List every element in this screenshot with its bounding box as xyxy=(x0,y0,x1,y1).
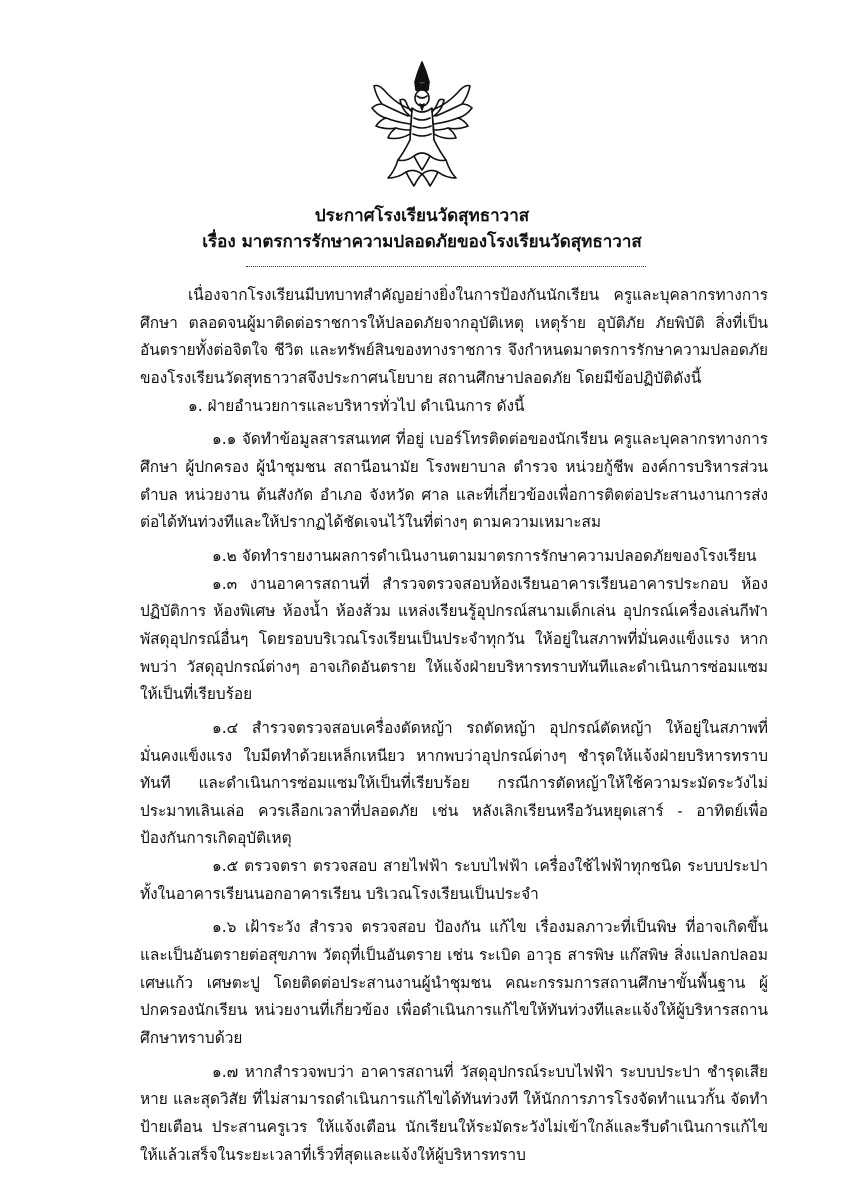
paragraph-1-3: ๑.๓ งานอาคารสถานที่ สำรวจตรวจสอบห้องเรียนอาคารเรียนอาคารประกอบ ห้องปฏิบัติการ ห้องพิเศษ ห้องน้ำ ห้องส้วม แหล่งเรียนรู้อุปกรณ์สนามเด็กเล่น อุปกรณ์เครื่องเล่นกีฬา พัสดุอุปกรณ์อื่นๆ โดยรอบบริเวณโรงเรียนเป็นประจำทุกวัน ให้อยู่ในสภาพที่มั่นคงแข็งแรง หากพบว่า วัสดุอุปกรณ์ต่างๆ อาจเกิดอันตราย ให้แจ้งฝ่ายบริหารทราบทันทีและดำเนินการซ่อมแซมให้เป็นที่เรียบร้อย xyxy=(140,574,768,704)
paragraph-1-2: ๑.๒ จัดทำรายงานผลการดำเนินงานตามมาตรการรักษาความปลอดภัยของโรงเรียน xyxy=(212,546,757,565)
paragraph-1-6: ๑.๖ เฝ้าระวัง สำรวจ ตรวจสอบ ป้องกัน แก้ไข เรื่องมลภาวะที่เป็นพิษ ที่อาจเกิดขึ้นและเป็นอันตรายต่อสุขภาพ วัตถุที่เป็นอันตราย เช่น ระเบิด อาวุธ สารพิษ แก๊สพิษ สิ่งแปลกปลอม เศษแก้ว เศษตะปู โดยติดต่อประสานงานผู้นำชุมชน คณะกรรมการสถานศึกษาขั้นพื้นฐาน ผู้ปกครองนักเรียน หน่วยงานที่เกี่ยวข้อง เพื่อดำเนินการแก้ไขให้ทันท่วงทีและแจ้งให้ผู้บริหารสถานศึกษาทราบด้วย xyxy=(140,918,768,1048)
paragraph-intro: เนื่องจากโรงเรียนมีบทบาทสำคัญอย่างยิ่งในการป้องกันนักเรียน ครูและบุคลากรทางการศึกษา ตลอดจนผู้มาติดต่อราชการให้ปลอดภัยจากอุบัติเหตุ เหตุร้าย อุบัติภัย ภัยพิบัติ สิ่งที่เป็นอันตรายทั้งต่อจิตใจ ชีวิต และทรัพย์สินของทางราชการ จึงกำหนดมาตรการรักษาความปลอดภัยของโรงเรียนวัดสุทธาวาสจึงประกาศนโยบาย สถานศึกษาปลอดภัย โดยมีข้อปฏิบัติดังนี้ xyxy=(140,286,768,387)
dotted-divider xyxy=(246,256,646,267)
paragraph-1-5: ๑.๕ ตรวจตรา ตรวจสอบ สายไฟฟ้า ระบบไฟฟ้า เครื่องใช้ไฟฟ้าทุกชนิด ระบบประปาทั้งในอาคารเรียนนอกอาคารเรียน บริเวณโรงเรียนเป็นประจำ xyxy=(140,857,768,903)
document-subject: เรื่อง มาตรการรักษาความปลอดภัยของโรงเรียนวัดสุทธาวาส xyxy=(202,232,642,252)
paragraph-1-4: ๑.๔ สำรวจตรวจสอบเครื่องตัดหญ้า รถตัดหญ้า อุปกรณ์ตัดหญ้า ให้อยู่ในสภาพที่มั่นคงแข็งแรง ใบมีดทำด้วยเหล็กเหนียว หากพบว่าอุปกรณ์ต่างๆ ชำรุดให้แจ้งฝ่ายบริหารทราบทันที และดำเนินการซ่อมแซมให้เป็นที่เรียบร้อย กรณีการตัดหญ้าให้ใช้ความระมัดระวังไม่ประมาทเลินเล่อ ควรเลือกเวลาที่ปลอดภัย เช่น หลังเลิกเรียนหรือวันหยุดเสาร์ - อาทิตย์เพื่อป้องกันการเกิดอุบัติเหตุ xyxy=(140,718,768,848)
paragraph-section-1: ๑. ฝ่ายอำนวยการและบริหารทั่วไป ดำเนินการ ดังนี้ xyxy=(188,396,525,415)
document-body xyxy=(140,282,768,1169)
garuda-emblem-icon xyxy=(368,60,476,190)
paragraph-1-1: ๑.๑ จัดทำข้อมูลสารสนเทศ ที่อยู่ เบอร์โทรติดต่อของนักเรียน ครูและบุคลากรทางการศึกษา ผู้ปกครอง ผู้นำชุมชน สถานีอนามัย โรงพยาบาล ตำรวจ หน่วยกู้ชีพ องค์การบริหารส่วนตำบล หน่วยงาน ต้นสังกัด อำเภอ จังหวัด ศาล และที่เกี่ยวข้องเพื่อการติดต่อประสานงานการส่งต่อได้ทันท่วงทีและให้ปรากฏได้ชัดเจนไว้ในที่ต่างๆ ตามความเหมาะสม xyxy=(140,430,768,532)
paragraph-1-7: ๑.๗ หากสำรวจพบว่า อาคารสถานที่ วัสดุอุปกรณ์ระบบไฟฟ้า ระบบประปา ชำรุดเสียหาย และสุดวิสัย ที่ไม่สามารถดำเนินการแก้ไขได้ทันท่วงที ให้นักการภารโรงจัดทำแนวกั้น จัดทำป้ายเตือน ประสานครูเวร ให้แจ้งเตือน นักเรียนให้ระมัดระวังไม่เข้าใกล้และรีบดำเนินการแก้ไขให้แล้วเสร็จในระยะเวลาที่เร็วที่สุดและแจ้งให้ผู้บริหารทราบ xyxy=(140,1062,768,1164)
document-title: ประกาศโรงเรียนวัดสุทธาวาส xyxy=(314,206,530,226)
